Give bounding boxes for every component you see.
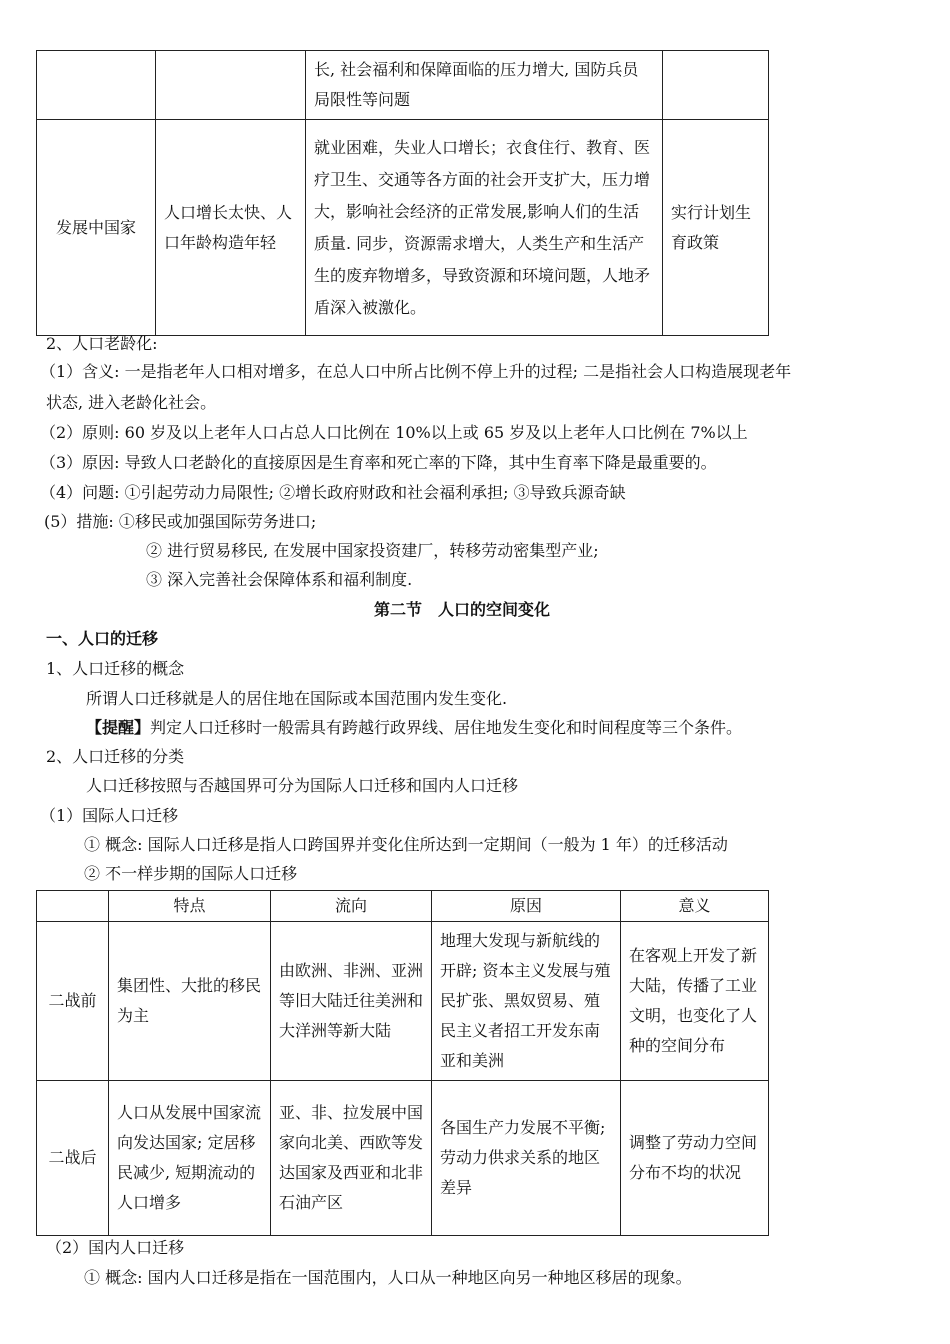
header-empty bbox=[37, 891, 109, 922]
problems-cell: 就业困难，失业人口增长；衣食住行、教育、医疗卫生、交通等各方面的社会开支扩大，压力增大，影响社会经济的正常发展,影响人们的生活质量. 同步，资源需求增大，人类生产和生活产生的废弃物增多，导致资源和环境问题，人地矛盾深入被激化。 bbox=[306, 120, 663, 336]
period-cell: 二战前 bbox=[37, 922, 109, 1081]
classification-title: 2、人口迁移的分类 bbox=[46, 747, 185, 766]
region-cell bbox=[37, 51, 156, 120]
aging-title: 2、人口老龄化: bbox=[46, 334, 158, 353]
part-heading: 一、人口的迁移 bbox=[46, 629, 159, 648]
feature-cell: 集团性、大批的移民为主 bbox=[109, 922, 271, 1081]
remind-text: 判定人口迁移时一般需具有跨越行政界线、居住地发生变化和时间程度等三个条件。 bbox=[150, 718, 743, 737]
remind-line bbox=[86, 718, 742, 738]
domestic-migration-concept: ① 概念: 国内人口迁移是指在一国范围内，人口从一种地区向另一种地区移居的现象。 bbox=[84, 1268, 692, 1287]
section-title: 第二节 人口的空间变化 bbox=[374, 600, 551, 619]
meaning-cell: 调整了劳动力空间分布不均的状况 bbox=[621, 1081, 769, 1236]
meaning-cell: 在客观上开发了新大陆，传播了工业文明，也变化了人种的空间分布 bbox=[621, 922, 769, 1081]
aging-meaning-line2: 状态, 进入老龄化社会。 bbox=[46, 393, 217, 412]
intl-migration-title: （1）国际人口迁移 bbox=[40, 806, 179, 825]
header-feature: 特点 bbox=[109, 891, 271, 922]
measures-cell bbox=[663, 51, 769, 120]
aging-measure-3: ③ 深入完善社会保障体系和福利制度. bbox=[146, 570, 413, 589]
intl-migration-stages: ② 不一样步期的国际人口迁移 bbox=[84, 864, 298, 883]
table-header-row bbox=[37, 891, 769, 922]
population-problems-table bbox=[36, 50, 769, 336]
causes-cell: 人口增长太快、人口年龄构造年轻 bbox=[156, 120, 306, 336]
table-row bbox=[37, 51, 769, 120]
intl-migration-concept: ① 概念: 国际人口迁移是指人口跨国界并变化住所达到一定期间（一般为 1 年）的迁移活动 bbox=[84, 835, 728, 854]
classification-text: 人口迁移按照与否越国界可分为国际人口迁移和国内人口迁移 bbox=[86, 776, 519, 795]
aging-problem: （4）问题: ①引起劳动力局限性; ②增长政府财政和社会福利承担; ③导致兵源奇缺 bbox=[40, 483, 626, 502]
domestic-migration-title: （2）国内人口迁移 bbox=[46, 1238, 185, 1257]
causes-cell bbox=[156, 51, 306, 120]
remind-label: 【提醒】 bbox=[86, 718, 151, 737]
table-row bbox=[37, 1081, 769, 1236]
region-cell: 发展中国家 bbox=[37, 120, 156, 336]
concept-title: 1、人口迁移的概念 bbox=[46, 659, 185, 678]
aging-measure-1: (5）措施: ①移民或加强国际劳务进口; bbox=[44, 512, 317, 531]
aging-principle: （2）原则: 60 岁及以上老年人口占总人口比例在 10%以上或 65 岁及以上老年人口比例在 7%以上 bbox=[40, 423, 748, 442]
concept-text: 所谓人口迁移就是人的居住地在国际或本国范围内发生变化. bbox=[86, 689, 508, 708]
period-cell: 二战后 bbox=[37, 1081, 109, 1236]
header-meaning: 意义 bbox=[621, 891, 769, 922]
reason-cell: 各国生产力发展不平衡; 劳动力供求关系的地区差异 bbox=[432, 1081, 621, 1236]
aging-cause: （3）原因: 导致人口老龄化的直接原因是生育率和死亡率的下降，其中生育率下降是最重要的。 bbox=[40, 453, 717, 472]
reason-cell: 地理大发现与新航线的开辟; 资本主义发展与殖民扩张、黑奴贸易、殖民主义者招工开发东南亚和美洲 bbox=[432, 922, 621, 1081]
problems-cell: 长, 社会福利和保障面临的压力增大, 国防兵员局限性等问题 bbox=[306, 51, 663, 120]
header-reason: 原因 bbox=[432, 891, 621, 922]
table-row bbox=[37, 120, 769, 336]
table-row bbox=[37, 922, 769, 1081]
aging-measure-2: ② 进行贸易移民, 在发展中国家投资建厂，转移劳动密集型产业; bbox=[146, 541, 599, 560]
header-flow: 流向 bbox=[271, 891, 432, 922]
feature-cell: 人口从发展中国家流向发达国家; 定居移民减少, 短期流动的人口增多 bbox=[109, 1081, 271, 1236]
aging-meaning-line1: （1）含义: 一是指老年人口相对增多，在总人口中所占比例不停上升的过程; 二是指社会人口构造展现老年 bbox=[40, 362, 792, 381]
intl-migration-table bbox=[36, 890, 769, 1236]
measures-cell: 实行计划生育政策 bbox=[663, 120, 769, 336]
flow-cell: 由欧洲、非洲、亚洲等旧大陆迁往美洲和大洋洲等新大陆 bbox=[271, 922, 432, 1081]
flow-cell: 亚、非、拉发展中国家向北美、西欧等发达国家及西亚和北非石油产区 bbox=[271, 1081, 432, 1236]
